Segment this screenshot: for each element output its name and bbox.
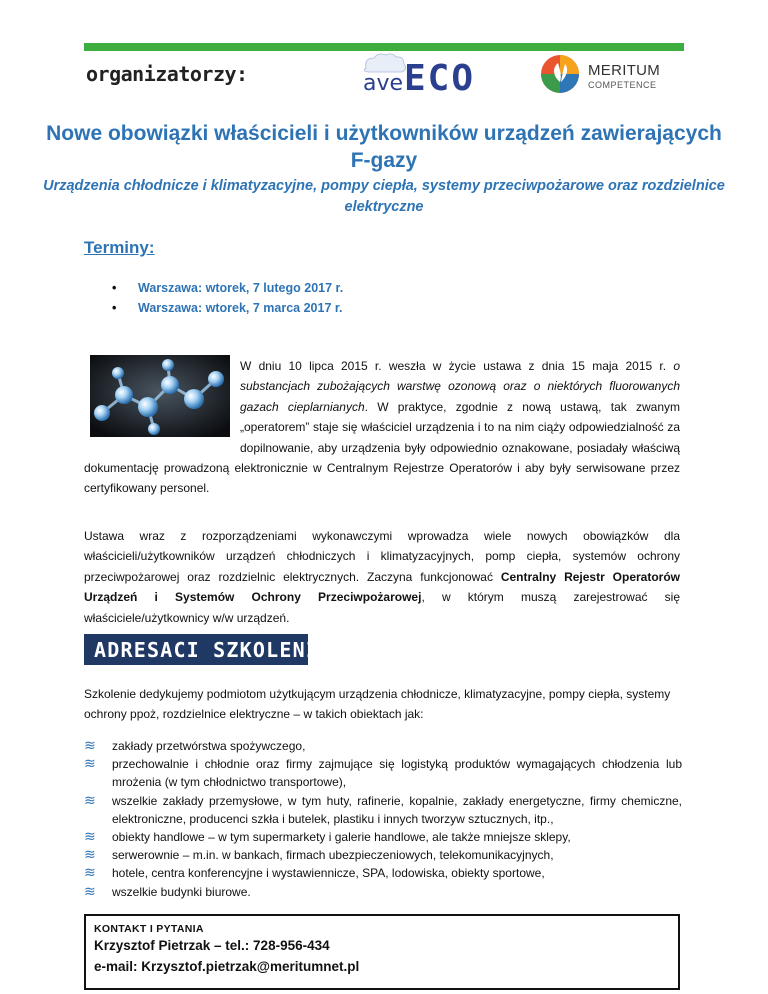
intro-text-1: W dniu 10 lipca 2015 r. weszła w życie ustawa z dnia 15 maja 2015 r.: [240, 359, 674, 373]
contact-email[interactable]: e-mail: Krzysztof.pietrzak@meritumnet.pl: [94, 959, 360, 974]
contact-person: Krzysztof Pietrzak – tel.: 728-956-434: [94, 938, 330, 953]
addressees-list: [84, 737, 682, 901]
addressees-heading: ADRESACI SZKOLENIA: [94, 638, 333, 662]
law-text-2: , w którym muszą zarejestrować się właściciele/użytkownicy w/w urządzeń.: [84, 590, 681, 625]
meritum-logo: [540, 52, 690, 96]
law-registry-name: Centralny Rejestr Operatorów Urządzeń i Systemów Ochrony Przeciwpożarowej: [84, 569, 681, 605]
list-item: ≋ wszelkie budynki biurowe.: [84, 883, 251, 900]
list-item: ≋ przechowalnie i chłodnie oraz firmy zajmujące się logistyką produktów wymagających chłodzenia lub mrożenia (w tym chłodnictwo transportowe),: [84, 756, 682, 790]
aveeco-ave-text: ave: [363, 71, 404, 94]
law-text-1: Ustawa wraz z rozporządzeniami wykonawczymi wprowadza wiele nowych obowiązków dla właścicieli/użytkowników urządzeń chłodniczych i klimatyzacyjnych, pomp ciepła, systemów ochrony przeciwpożarowej oraz rozdzielnic elektrycznych. Zaczyna funkcjonować: [84, 529, 680, 584]
page-subtitle: Urządzenia chłodnicze i klimatyzacyjne, pompy ciepła, systemy przeciwpożarowe oraz rozdzielnice elektryczne: [43, 178, 725, 215]
contact-box: [84, 914, 680, 990]
meritum-main-text: MERITUM: [588, 62, 661, 79]
organizers-label: organizatorzy:: [86, 62, 248, 86]
wave-bullet-icon: ≋: [84, 792, 96, 809]
header-green-bar: [84, 43, 684, 51]
meritum-sub-text: COMPETENCE: [588, 80, 657, 90]
terms-list: [112, 278, 343, 318]
aveeco-logo: [360, 52, 492, 94]
list-item: ≋ serwerownie – m.in. w bankach, firmach ubezpieczeniowych, telekomunikacyjnych,: [84, 847, 554, 864]
wave-bullet-icon: ≋: [84, 829, 96, 846]
wave-bullet-icon: ≋: [84, 847, 96, 864]
law-paragraph: [84, 526, 680, 628]
addressees-intro: Szkolenie dedykujemy podmiotom użytkującym urządzenia chłodnicze, klimatyzacyjne, pompy ciepła, systemy ochrony ppoż, rozdzielnice elektryczne – w takich obiektach jak:: [84, 687, 671, 722]
list-item: ≋ wszelkie zakłady przemysłowe, w tym huty, rafinerie, kopalnie, zakłady energetyczne, firmy chemiczne, elektroniczne, producenci szkła i butelek, plastiku i innych tworzyw sztucznych, itp.,: [84, 792, 682, 826]
wave-bullet-icon: ≋: [84, 865, 96, 882]
intro-paragraph: [84, 356, 680, 499]
wave-bullet-icon: ≋: [84, 756, 96, 773]
contact-label: KONTAKT I PYTANIA: [94, 923, 204, 935]
intro-text-2: . W praktyce, zgodnie z nową ustawą, tak zwanym „operatorem” staje się właściciel urządzenia i to na nim ciąży odpowiedzialność za dopilnowanie, aby urządzenia były odpowiednio oznakowane, posiadały właściwą dokumentację prowadzoną elektronicznie w Centralnym Rejestrze Operatorów i aby były serwisowane przez certyfikowany personel.: [84, 399, 680, 496]
wave-bullet-icon: ≋: [84, 738, 96, 754]
term-item: • Warszawa: wtorek, 7 marca 2017 r.: [112, 298, 343, 318]
intro-law-title: o substancjach zubożających warstwę ozonową oraz o niektórych fluorowanych gazach cieplarnianych: [240, 359, 680, 414]
list-item: ≋ obiekty handlowe – w tym supermarkety i galerie handlowe, ale także mniejsze sklepy,: [84, 829, 571, 846]
terms-heading: Terminy:: [84, 238, 155, 257]
wave-bullet-icon: ≋: [84, 883, 96, 900]
term-item: • Warszawa: wtorek, 7 lutego 2017 r.: [112, 278, 343, 298]
list-item: ≋ zakłady przetwórstwa spożywczego,: [84, 738, 306, 754]
list-item: ≋ hotele, centra konferencyjne i wystawiennicze, SPA, lodowiska, obiekty sportowe,: [84, 865, 545, 882]
aveeco-eco-text: eco: [404, 58, 476, 94]
page-title: Nowe obowiązki właścicieli i użytkowników urządzeń zawierających F-gazy: [46, 122, 722, 172]
